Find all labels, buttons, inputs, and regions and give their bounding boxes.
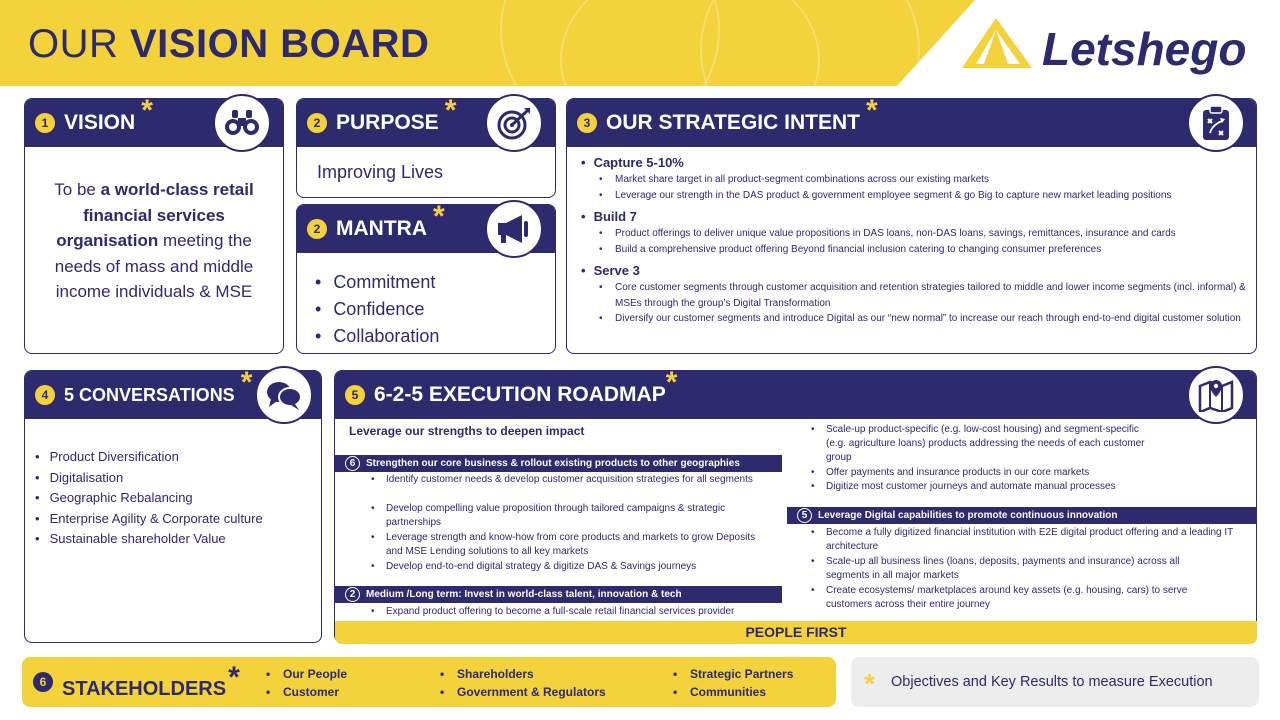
si-item: • Diversify our customer segments and introduce Digital as our “new normal” to increase our reach through end-to-end digital customer solution <box>581 311 1251 327</box>
si-item: • Core customer segments through customer acquisition and retention strategies tailored to middle and lower income segments (incl. informal) & MSEs through the group’s Digital Transformation <box>581 280 1251 311</box>
roadmap-item: • Scale-up all business lines (loans, deposits, payments and insurance) across all segments in all major markets <box>811 555 1221 583</box>
conversation-item: • Geographic Rebalancing <box>35 488 263 509</box>
star-marker: * <box>228 661 240 694</box>
mantra-item: • Confidence <box>315 296 439 323</box>
letshego-logo <box>960 14 1260 78</box>
mantra-list <box>315 269 439 350</box>
okr-note-text: Objectives and Key Results to measure Execution <box>891 674 1213 690</box>
section-number: 3 <box>577 113 597 133</box>
roadmap-item: • Scale-up product-specific (e.g. low-cost housing) and segment-specific (e.g. agriculture loans) products addressing the needs of each customer group <box>811 423 1151 465</box>
stakeholder-item: • Our People <box>266 667 347 681</box>
si-group-head: • Build 7 <box>581 209 1251 224</box>
star-marker: * <box>665 366 678 399</box>
chat-bubbles-icon <box>255 366 313 424</box>
section-title: VISION <box>64 111 136 134</box>
bar-text: Medium /Long term: Invest in world-class talent, innovation & tech <box>366 589 682 600</box>
mantra-item: • Commitment <box>315 269 439 296</box>
conversations-card <box>24 366 322 643</box>
si-group-head: • Capture 5-10% <box>581 155 1251 170</box>
roadmap-item: • Identify customer needs & develop customer acquisition strategies for all segments <box>371 473 771 487</box>
section-number: 1 <box>35 113 55 133</box>
conversation-item: • Product Diversification <box>35 447 263 468</box>
si-group-head: • Serve 3 <box>581 263 1251 278</box>
stakeholder-item: • Customer <box>266 685 339 699</box>
vision-statement: To be a world-class retail financial services organisation meeting the needs of mass and middle income individuals & MSE <box>54 180 254 301</box>
purpose-statement: Improving Lives <box>317 162 444 182</box>
roadmap-item: • Develop compelling value proposition through tailored campaigns & strategic partnerships <box>371 502 771 530</box>
people-first-banner: PEOPLE FIRST <box>335 621 1257 644</box>
bar-number: 2 <box>345 587 360 602</box>
section-number: 4 <box>35 385 55 405</box>
bar-text: Strengthen our core business & rollout existing products to other geographies <box>366 458 740 469</box>
page-title: OUR VISION BOARD <box>28 22 430 66</box>
section-number: 2 <box>307 113 327 133</box>
roadmap-item: • Develop end-to-end digital strategy & digitize DAS & Savings journeys <box>371 560 771 574</box>
section-title: OUR STRATEGIC INTENT <box>606 111 860 134</box>
conversations-list <box>35 447 263 550</box>
logo-triangle-icon <box>960 16 1036 72</box>
roadmap-item: • Leverage strength and know-how from core products and markets to grow Deposits and MSE Lending solutions to all key markets <box>371 531 771 559</box>
roadmap-item: • Offer payments and insurance products in our core markets <box>811 466 1231 480</box>
stakeholder-item: • Government & Regulators <box>440 685 606 699</box>
bar-number: 6 <box>345 456 360 471</box>
si-item: • Market share target in all product-segment combinations across our existing markets <box>581 172 1251 188</box>
stakeholder-item: • Communities <box>673 685 766 699</box>
okr-note <box>851 657 1259 707</box>
section-title: MANTRA <box>336 217 427 240</box>
stakeholder-item: • Strategic Partners <box>673 667 793 681</box>
conversation-item: • Sustainable shareholder Value <box>35 529 263 550</box>
roadmap-lead: Leverage our strengths to deepen impact <box>349 424 585 438</box>
roadmap-item: • Expand product offering to become a full-scale retail financial services provider <box>371 605 781 619</box>
section-title: STAKEHOLDERS* <box>62 661 240 700</box>
vision-card <box>24 94 284 354</box>
section-number: 2 <box>307 219 327 239</box>
roadmap-bar-core <box>335 455 782 472</box>
section-title: 6-2-5 EXECUTION ROADMAP <box>374 383 666 406</box>
si-item: • Product offerings to deliver unique value propositions in DAS loans, non-DAS loans, savings, remittances, insurance and cards <box>581 226 1251 242</box>
si-item: • Build a comprehensive product offering Beyond financial inclusion catering to changing consumer preferences <box>581 242 1251 258</box>
star-marker: * <box>444 94 457 127</box>
logo-text: Letshego <box>1042 23 1247 75</box>
binoculars-icon <box>213 94 271 152</box>
section-title: PURPOSE <box>336 111 439 134</box>
star-marker: * <box>240 366 253 399</box>
conversation-item: • Digitalisation <box>35 468 263 489</box>
si-item: • Leverage our strength in the DAS product & government employee segment & go Big to capture new market leading positions <box>581 188 1251 204</box>
si-group-serve <box>581 263 1251 327</box>
strategic-intent-header <box>567 94 1256 147</box>
roadmap-card <box>334 366 1257 643</box>
mantra-card <box>296 200 556 354</box>
roadmap-bar-digital <box>787 507 1257 524</box>
roadmap-item: • Create ecosystems/ marketplaces around key assets (e.g. housing, cars) to serve customers across their entire journey <box>811 584 1221 612</box>
map-pin-icon <box>1187 366 1245 424</box>
si-group-capture <box>581 155 1251 203</box>
si-group-build <box>581 209 1251 257</box>
strategic-intent-body <box>581 155 1251 333</box>
strategic-intent-card <box>566 94 1257 354</box>
star-marker: * <box>865 94 878 127</box>
star-marker: * <box>864 668 875 699</box>
roadmap-header <box>335 366 1256 419</box>
star-marker: * <box>432 200 445 233</box>
roadmap-item: • Become a fully digitized financial institution with E2E digital product offering and a leading IT architecture <box>811 526 1241 554</box>
roadmap-item: • Digitize most customer journeys and automate manual processes <box>811 480 1231 494</box>
section-number: 5 <box>345 385 365 405</box>
star-marker: * <box>141 94 153 127</box>
stakeholders-bar <box>22 657 836 707</box>
header-banner <box>0 0 1280 86</box>
bar-text: Leverage Digital capabilities to promote continuous innovation <box>818 510 1118 521</box>
megaphone-icon <box>485 200 543 258</box>
mantra-item: • Collaboration <box>315 323 439 350</box>
section-number: 6 <box>33 672 53 692</box>
bar-number: 5 <box>797 508 812 523</box>
stakeholder-item: • Shareholders <box>440 667 534 681</box>
target-icon <box>485 94 543 152</box>
strategy-clipboard-icon <box>1187 94 1245 152</box>
conversation-item: • Enterprise Agility & Corporate culture <box>35 509 263 530</box>
roadmap-bar-medium-term <box>335 586 782 603</box>
purpose-card <box>296 94 556 198</box>
section-title: 5 CONVERSATIONS <box>64 384 235 405</box>
